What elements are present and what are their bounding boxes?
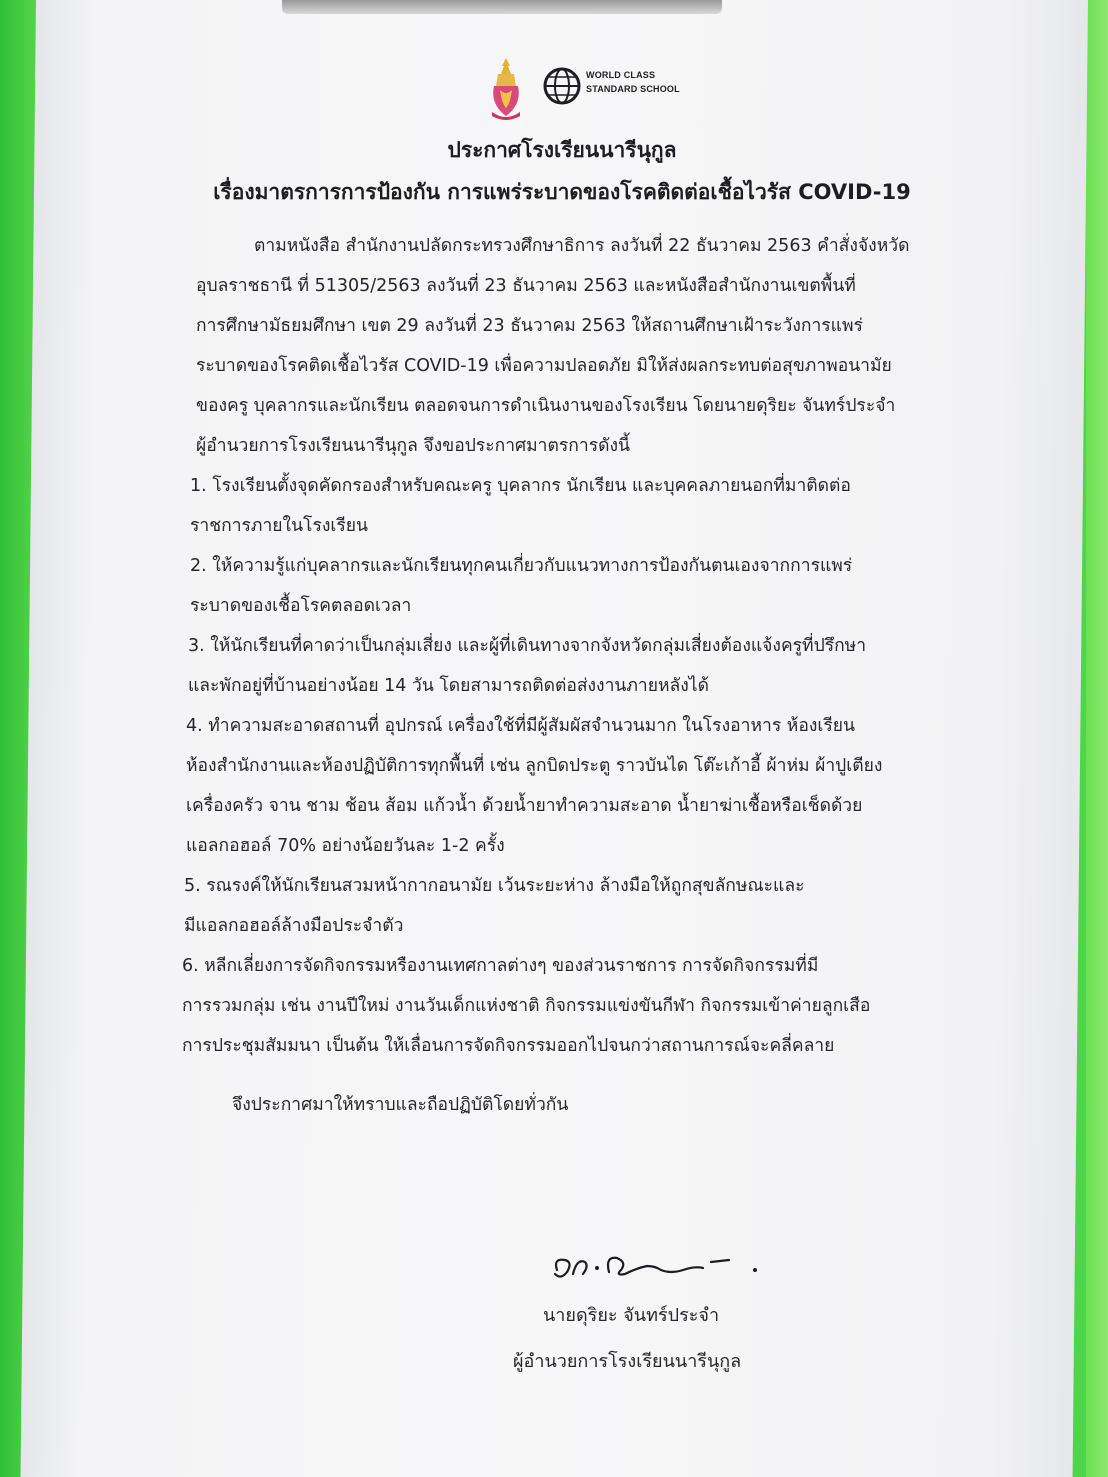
announcement-content [36, 0, 1088, 1477]
measure-line: 5. รณรงค์ให้นักเรียนสวมหน้ากากอนามัย เว้นระยะห่าง ล้างมือให้ถูกสุขลักษณะและ [184, 876, 805, 896]
intro-line: การศึกษามัธยมศึกษา เขต 29 ลงวันที่ 23 ธันวาคม 2563 ให้สถานศึกษาเฝ้าระวังการแพร่ [196, 316, 863, 336]
measure-line: 2. ให้ความรู้แก่บุคลากรและนักเรียนทุกคนเกี่ยวกับแนวทางการป้องกันตนเองจากการแพร่ [190, 556, 853, 576]
measure-line: ระบาดของเชื้อโรคตลอดเวลา [190, 596, 412, 616]
intro-line: ตามหนังสือ สำนักงานปลัดกระทรวงศึกษาธิการ ลงวันที่ 22 ธันวาคม 2563 คำสั่งจังหวัด [254, 236, 910, 256]
measure-line: ห้องสำนักงานและห้องปฏิบัติการทุกพื้นที่ เช่น ลูกบิดประตู ราวบันได โต๊ะเก้าอี้ ผ้าห่ม ผ้าปูเตียง [186, 756, 883, 776]
signatory-name: นายดุริยะ จันทร์ประจำ [543, 1305, 720, 1326]
measure-line: แอลกอฮอล์ 70% อย่างน้อยวันละ 1-2 ครั้ง [186, 836, 505, 856]
measure-line: 6. หลีกเลี่ยงการจัดกิจกรรมหรืองานเทศกาลต่างๆ ของส่วนราชการ การจัดกิจกรรมที่มี [182, 956, 819, 976]
measure-line: 1. โรงเรียนตั้งจุดคัดกรองสำหรับคณะครู บุคลากร นักเรียน และบุคคลภายนอกที่มาติดต่อ [190, 476, 851, 496]
measure-line: ราชการภายในโรงเรียน [190, 516, 368, 536]
intro-line: อุบลราชธานี ที่ 51305/2563 ลงวันที่ 23 ธันวาคม 2563 และหนังสือสำนักงานเขตพื้นที่ [196, 276, 856, 296]
announcement-title: ประกาศโรงเรียนนารีนุกูล [447, 138, 677, 162]
measure-line: การประชุมสัมมนา เป็นต้น ให้เลื่อนการจัดกิจกรรมออกไปจนกว่าสถานการณ์จะคลี่คลาย [182, 1036, 835, 1056]
school-logos [484, 52, 704, 122]
measure-line: เครื่องครัว จาน ชาม ช้อน ส้อม แก้วน้ำ ด้วยน้ำยาทำความสะอาด น้ำยาฆ่าเชื้อหรือเช็ดด้วย [186, 796, 863, 816]
announcement-subject: เรื่องมาตรการการป้องกัน การแพร่ระบาดของโรคติดต่อเชื้อไวรัส COVID-19 [213, 180, 911, 204]
closing-statement: จึงประกาศมาให้ทราบและถือปฏิบัติโดยทั่วกัน [232, 1095, 569, 1115]
school-crest-icon [484, 56, 528, 120]
intro-line: ผู้อำนวยการโรงเรียนนารีนุกูล จึงขอประกาศมาตรการดังนี้ [196, 436, 630, 456]
measure-line: 3. ให้นักเรียนที่คาดว่าเป็นกลุ่มเสี่ยง และผู้ที่เดินทางจากจังหวัดกลุ่มเสี่ยงต้องแจ้งครูที่ปรึกษา [188, 636, 867, 656]
green-background-right [1086, 0, 1108, 1477]
logo-text-line1: WORLD CLASS [586, 70, 656, 80]
measure-line: และพักอยู่ที่บ้านอย่างน้อย 14 วัน โดยสามารถติดต่อส่งงานภายหลังได้ [188, 676, 709, 696]
signatory-title: ผู้อำนวยการโรงเรียนนารีนุกูล [513, 1351, 742, 1372]
clipboard-clip [282, 0, 722, 14]
measure-line: 4. ทำความสะอาดสถานที่ อุปกรณ์ เครื่องใช้ที่มีผู้สัมผัสจำนวนมาก ในโรงอาหาร ห้องเรียน [186, 716, 855, 736]
measure-line: มีแอลกอฮอล์ล้างมือประจำตัว [184, 916, 404, 936]
measure-line: การรวมกลุ่ม เช่น งานปีใหม่ งานวันเด็กแห่งชาติ กิจกรรมแข่งขันกีฬา กิจกรรมเข้าค่ายลูกเสือ [182, 996, 871, 1016]
logo-text-line2: STANDARD SCHOOL [586, 84, 680, 94]
announcement-paper [21, 0, 1088, 1477]
world-class-standard-logo [584, 66, 694, 106]
intro-line: ของครู บุคลากรและนักเรียน ตลอดจนการดำเนินงานของโรงเรียน โดยนายดุริยะ จันทร์ประจำ [196, 396, 896, 416]
handwritten-signature [543, 1240, 783, 1290]
intro-line: ระบาดของโรคติดเชื้อไวรัส COVID-19 เพื่อความปลอดภัย มิให้ส่งผลกระทบต่อสุขภาพอนามัย [196, 356, 892, 376]
globe-icon [542, 66, 582, 106]
